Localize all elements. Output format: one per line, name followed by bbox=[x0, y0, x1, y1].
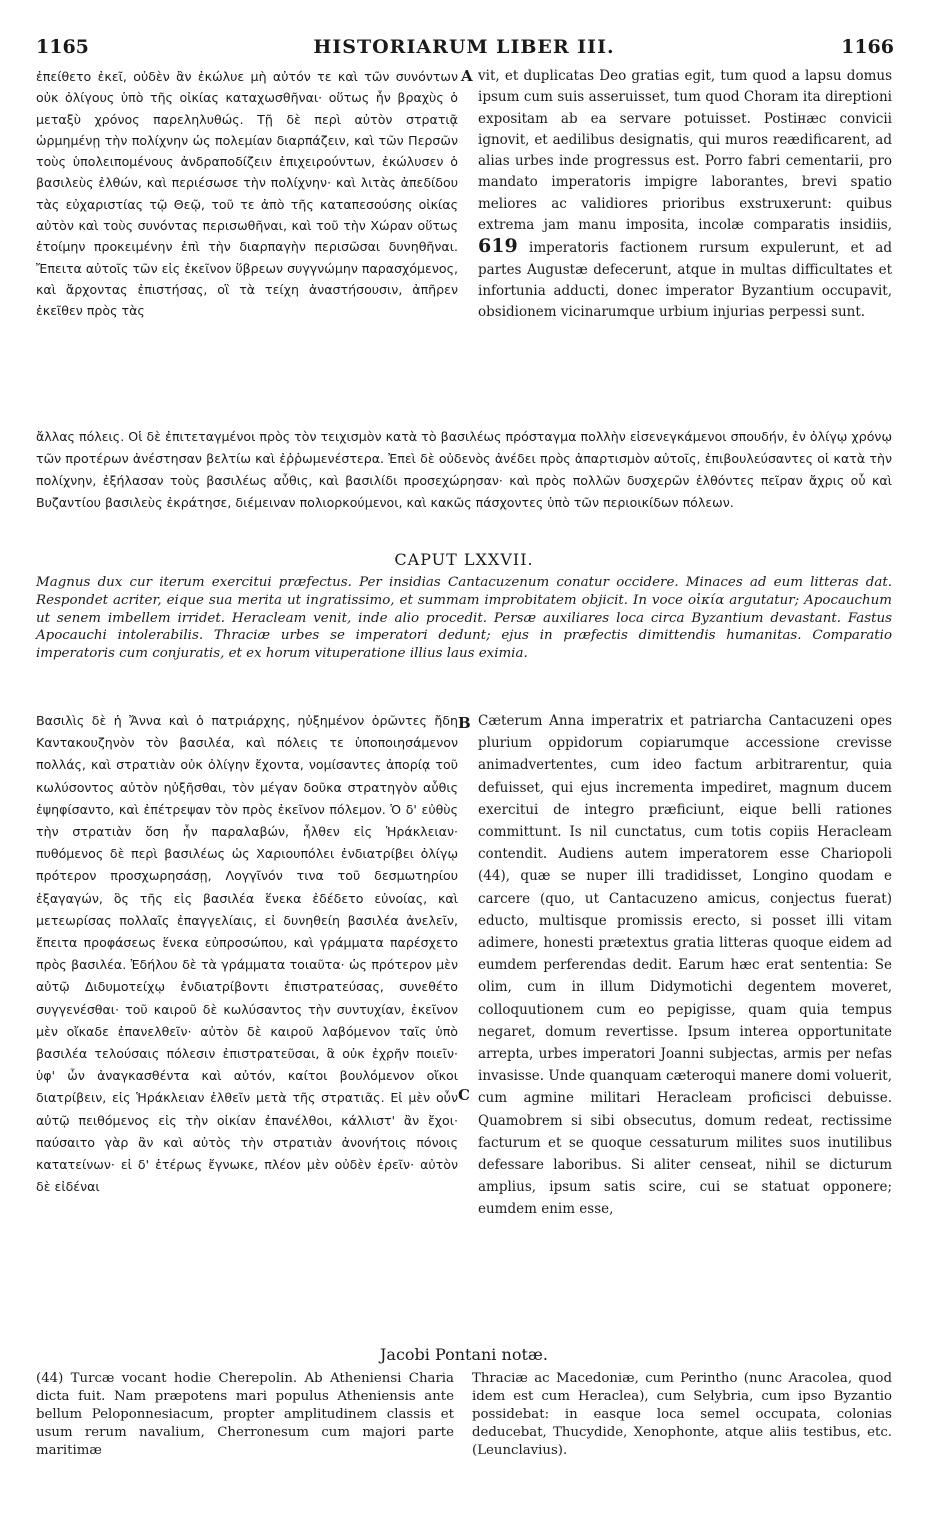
latin-column-main: Cæterum Anna imperatrix et patriarcha Cantacuzeni opes plurium oppidorum copiarumque accessione crevisse animadvertentes, cum ideo factum arbitrarentur, quia defuisset, qui ejus incrementa impediret, magnum ducem exercitui de integro præficiunt, eique belli rationes committunt. Is nil cunctatus, cum totis copiis Heracleam contendit. Audiens autem imperatorem esse Chariopoli (44), quæ se nuper illi tradidisset, Longino quodam e carcere (quo, ut Cantacuzeno amicus, conjectus fuerat) educto, multisque promissis erecto, si posset illi vitam adimere, honesti prætextus gratia litteras quoque eidem ad eumdem perferendas dedit. Earum hæc erat sententia: Se olim, cum in illum Didymotichi degentem moveret, colloquutionem cum eo pepigisse, quam quia tempus negaret, domum revertisse. Ipsum interea opportunitate arrepta, urbes imperatori Joanni subjectas, armis per nefas invasisse. Unde quanquam cæteroqui manere domi voluerit, cum agmine militari Heracleam proficisci debuisse. Quamobrem si sibi obsecutus, domum redeat, rectissime facturum et se quoque cessaturum milites suos inutilibus defessare laboribus. Si aliter censeat, nihil se dicturum amplius, ipsum satis scire, cui se statuat opponere; eumdem enim esse, bbox=[478, 713, 892, 1218]
greek-column-top: ἐπείθετο ἐκεῖ, οὐδὲν ἂν ἐκώλυε μὴ αὐτόν τε καὶ τῶν συνόντων οὐκ ὀλίγους ὑπὸ τῆς οἰκίας καταχωσθῆναι· οὕτως ἦν βραχὺς ὁ μεταξὺ χρόνος παρεληλυθώς. Τῇ δὲ περὶ αὐτὸν στρατιᾷ ὡρμημένῃ τὴν πολίχνην ὡς πολεμίαν διαρπάζειν, καὶ τῶν Περσῶν τοὺς ὑπολειπομένους ἀνδραποδίζειν ἐπιχειρούντων, ἐκώλυσεν ὁ βασιλεὺς ἐλθών, καὶ περιέσωσε τὴν πολίχνην· καὶ λιτὰς ἀπεδίδου τὰς εὐχαριστίας τῷ Θεῷ, τοῦ τε ἀπὸ τῆς καταπεσούσης οἰκίας αὐτὸν καὶ τοὺς συνόντας περισωθῆναι, καὶ τοῦ τὴν Χώραν οὕτως ἑτοίμην προκειμένην ἐπὶ τὴν διαρπαγὴν περισῶσαι δυνηθῆναι. Ἔπειτα αὐτοῖς τῶν εἰς ἐκεῖνον ὕβρεων συγγνώμην παρασχόμενος, καὶ ἄρχοντας ἐπιστήσας, οἳ τὰ τείχη ἀναστήσουσιν, ἀπῆρεν ἐκεῖθεν πρὸς τὰς bbox=[36, 69, 458, 319]
footnote-right: Thraciæ ac Macedoniæ, cum Perintho (nunc Aracolea, quod idem est cum Heraclea), cum Selybria, cum ipso Byzantio possidebat: in easque loca semel occupata, colonias deducebat, Thucydide, Xenophonte, atque aliis testibus, etc. (Leunclavius). bbox=[472, 1371, 892, 1458]
margin-marker-c: C bbox=[458, 1086, 470, 1104]
margin-marker-a: A bbox=[461, 67, 473, 85]
latin-column-top bbox=[478, 66, 892, 324]
notes-title: Jacobi Pontani notæ. bbox=[379, 1345, 548, 1364]
page-number-right: 1166 bbox=[841, 36, 894, 58]
footnote-left: (44) Turcæ vocant hodie Cherepolin. Ab Atheniensi Charia dicta fuit. Nam præpotens mari populus Atheniensis ante bellum Peloponnesiacum, propter amplitudinem classis et usum rerum navalium, Cherronesum cum majori parte maritimæ bbox=[36, 1371, 454, 1458]
greek-full-width-paragraph: ἄλλας πόλεις. Οἱ δὲ ἐπιτεταγμένοι πρὸς τὸν τειχισμὸν κατὰ τὸ βασιλέως πρόσταγμα πολλὴν εἰσενεγκάμενοι σπουδήν, ἐν ὀλίγῳ χρόνῳ τῶν προτέρων ἀνέστησαν βελτίω καὶ ἐῤῥωμενέστερα. Ἐπεὶ δὲ οὐδενὸς ἀνέδει πρὸς ἀπαρτισμὸν αὐτοῖς, ἐπιβουλεύσαντες οἱ κατὰ τὴν πολίχνην, ἐξήλασαν τοὺς βασιλέως αὖθις, καὶ βασιλίδι προσεχώρησαν· καὶ πρὸς πολλῶν δυσχερῶν ἐλθόντες πεῖραν ἄχρις οὗ καὶ Βυζαντίου βασιλεὺς ἐκράτησε, διέμειναν πολιορκούμενοι, καὶ κακῶς πάσχοντες ὑπὸ τῶν περιοικίδων πόλεων. bbox=[36, 429, 892, 510]
running-header bbox=[32, 36, 896, 62]
latin-top-after: imperatoris factionem rursum expulerunt, et ad partes Augustæ defecerunt, atque in multas difficultates et infortunia adducti, donec imperator Byzantium occupavit, obsidionem vicinarumque urbium injurias perpessi sunt. bbox=[478, 240, 892, 321]
margin-marker-b: B bbox=[458, 714, 471, 732]
page-number-left: 1165 bbox=[36, 36, 89, 58]
running-title: HISTORIARUM LIBER III. bbox=[313, 36, 615, 58]
side-number: 619 bbox=[478, 235, 518, 258]
latin-top-before: vit, et duplicatas Deo gratias egit, tum quod a lapsu domus ipsum cum suis asseruisset, tum quod Choram ita direptioni expositam ab ea servare potuisset. Postiнæc convicii ignovit, et aedilibus designatis, qui muros reædificarent, ad alias urbes inde progressus est. Porro fabri cementarii, pro mandato imperatoris impigre laborantes, brevi spatio meliores ac validiores prioribus exstruxerunt: quibus extrema jam manu imposita, incolæ comparatis insidiis, bbox=[478, 68, 892, 234]
greek-column-main: Βασιλὶς δὲ ἡ Ἄννα καὶ ὁ πατριάρχης, ηὐξημένον ὁρῶντες ἤδη Καντακουζηνὸν τὸν βασιλέα, καὶ πόλεις τε ὑποποιησάμενον πολλάς, καὶ στρατιὰν οὐκ ὀλίγην ἔχοντα, νομίσαντες ἀπορίᾳ τοῦ κωλύσοντος αὐτὸν ηὐξῆσθαι, τὸν μέγαν δοῦκα στρατηγὸν αὖθις ἐψηφίσαντο, καὶ ἐπέτρεψαν τὸν πρὸς ἐκεῖνον πόλεμον. Ὁ δ' εὐθὺς τὴν στρατιὰν ὅση ἦν παραλαβών, ἦλθεν εἰς Ἡράκλειαν· πυθόμενος δὲ περὶ βασιλέως ὡς Χαριουπόλει ἐνδιατρίβει ὀλίγῳ πρότερον προσχωρησάσῃ, Λογγῖνόν τινα τοῦ δεσμωτηρίου ἐξαγαγών, ὃς τῆς εἰς βασιλέα ἕνεκα ἐδέδετο εὐνοίας, καὶ μετεωρίσας πολλαῖς ἐπαγγελίαις, εἰ δυνηθείη βασιλέα ἀνελεῖν, ἔπειτα προφάσεως ἕνεκα εὐπροσώπου, καὶ γράμματα παρέσχετο πρὸς βασιλέα. Ἐδήλου δὲ τὰ γράμματα τοιαῦτα· ὡς πρότερον μὲν αὐτῷ Διδυμοτείχῳ ἐνδιατρίβοντι ἐπιστρατεύσας, συνεθέτο συγγενέσθαι· τοῦ καιροῦ δὲ κωλύσαντος τὴν συντυχίαν, ἐκεῖνον μὲν οἴκαδε ἐπανελθεῖν· αὐτὸν δὲ καιροῦ λαβόμενον ταῖς ὑπὸ βασιλέα τελούσαις πόλεσιν ἐπιστρατεῦσαι, ἃ οὐκ ἐχρῆν ποιεῖν· ὑφ' ὧν ἀναγκασθέντα καὶ αὐτόν, καίτοι βουλόμενον οἴκοι διατρίβειν, εἰς Ἡράκλειαν ἐλθεῖν μετὰ τῆς στρατιᾶς. Εἰ μὲν οὖν αὐτῷ πειθόμενος εἰς τὴν οἰκίαν ἐπανέλθοι, κάλλιστ' ἂν ἔχοι· παύσαιτο γὰρ ἂν καὶ αὐτὸς τὴν στρατιὰν ἀνονήτοις πόνοις κατατείνων· εἰ δ' ἑτέρως ἔγνωκε, πλέον μὲν οὐδὲν ἐρεῖν· αὐτὸν δὲ εἰδέναι bbox=[36, 713, 458, 1195]
chapter-heading: CAPUT LXXVII. bbox=[394, 550, 534, 569]
chapter-summary: Magnus dux cur iterum exercitui præfectus. Per insidias Cantacuzenum conatur occidere. Minaces ad eum litteras dat. Respondet acriter, eique sua merita ut ingratissimo, et summam improbitatem objicit. In voce οἰκία argutatur; Apocauchum ut senem imbellem irridet. Heracleam venit, inde alio procedit. Persæ auxiliares loca circa Byzantium devastant. Fastus Apocauchi intolerabilis. Thraciæ urbes se imperatori dedunt; ejus in præfectis dimittendis humanitas. Comparatio imperatoris cum conjuratis, et ex horum vituperatione illius laus eximia. bbox=[36, 575, 892, 662]
